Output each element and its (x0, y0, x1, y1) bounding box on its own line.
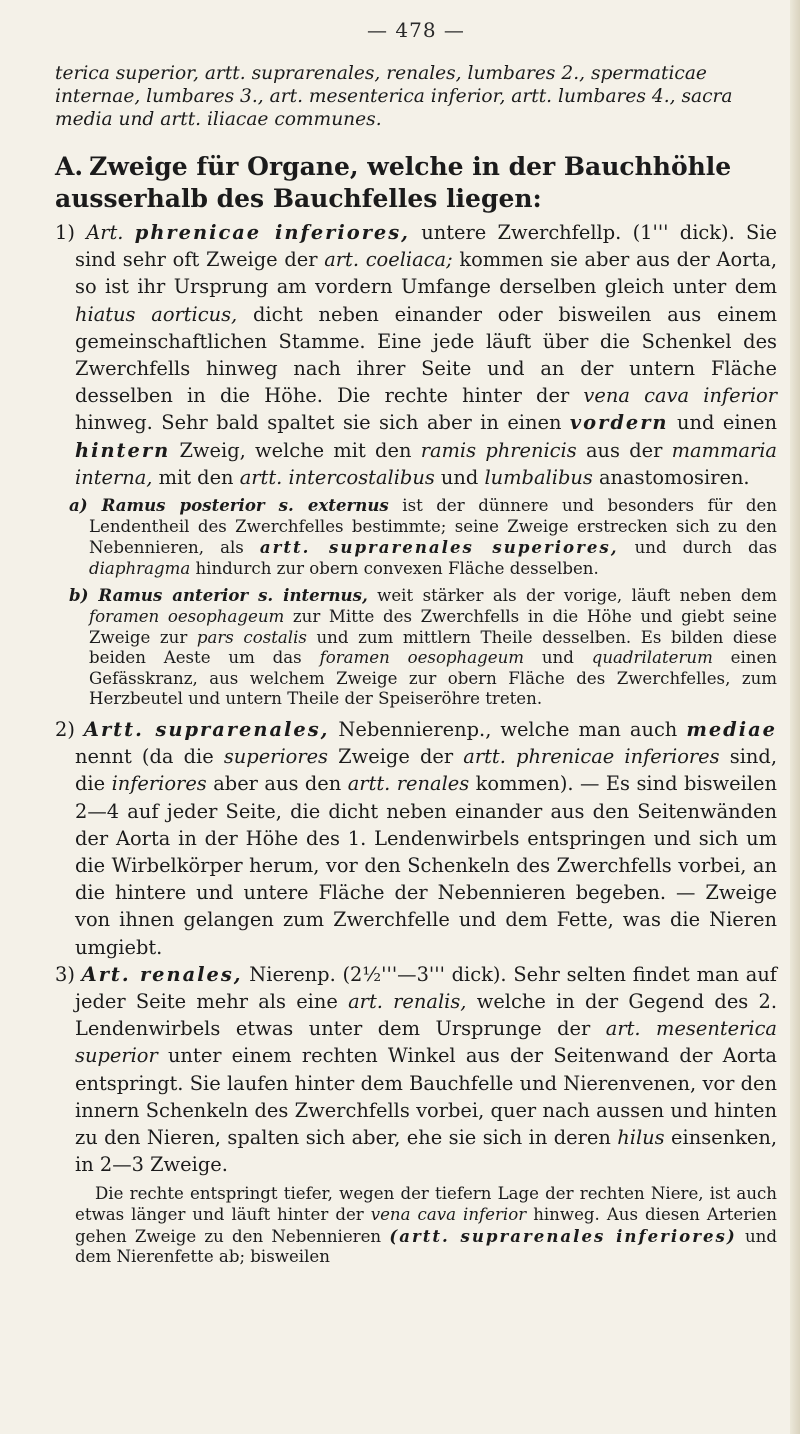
note-text: und dem Nierenfette ab; bisweilen (75, 1226, 777, 1267)
term: foramen oesophageum (319, 648, 524, 668)
term: mammaria interna, (75, 438, 777, 489)
section-heading (55, 151, 777, 215)
sub-a-label: a) Ramus posterior s. externus (69, 495, 389, 516)
sub-a-text: hindurch zur obern convexen Fläche desselben. (190, 558, 599, 578)
item-2-text: sind, die (75, 745, 777, 796)
item-3-name: Art. renales, (81, 962, 243, 986)
item-2-text: aber aus den (206, 772, 348, 796)
sub-b-text: weit stärker als der vorige, läuft neben dem (367, 586, 777, 606)
intro-paragraph: terica superior, artt. suprarenales, renales, lumbares 2., spermaticae internae, lumbares 3., art. mesenterica inferior, artt. lumbares 4., sacra media und artt. iliacae communes. (55, 63, 733, 130)
term: ramis phrenicis (420, 438, 577, 462)
term: lumbalibus (484, 465, 593, 489)
term: vena cava inferior (370, 1205, 527, 1225)
section-title: Zweige für Organe, welche in der Bauchhöhle ausserhalb des Bauchfelles liegen: (55, 152, 732, 213)
item-1-paragraph (55, 219, 777, 491)
item-2-number: 2) (55, 717, 75, 741)
note-text: hinweg. Aus diesen Arterien gehen Zweige zu den Nebennieren (75, 1205, 777, 1246)
term: art. renalis, (348, 990, 467, 1013)
item-1-label: Art. (86, 221, 124, 244)
section-letter: A. (55, 152, 84, 181)
term: artt. renales (347, 772, 470, 796)
item-1-text: aus der (576, 438, 672, 462)
term: hilus (617, 1126, 665, 1150)
sub-a-text: ist der dünnere und besonders für den Lendentheil des Zwerchfelles bestimmte; seine Zweige erstrecken sich zu den Nebennieren, als (89, 496, 777, 558)
term: pars costalis (196, 627, 307, 647)
sub-b-text: einen Gefässkranz, aus welchem Zweige zur obern Fläche des Zwerchfelles, zum Herzbeutel und untern Theile der Speiseröhre treten. (89, 648, 777, 709)
item-1-name: phrenicae inferiores, (134, 221, 410, 244)
spaced-term: artt. suprarenales superiores, (259, 537, 619, 558)
item-3-text: Nierenp. (2½'''—3''' dick). Sehr selten findet man auf jeder Seite mehr als eine (75, 962, 777, 1013)
page-edge-shadow (790, 0, 800, 1434)
item-2-text: kommen). — Es sind bisweilen 2—4 auf jeder Seite, die dicht neben einander aus den Seitenwänden der Aorta in der Höhe des 1. Lendenwirbels entspringen und sich um die Wirbelkörper herum, vor den Schenkeln des Zwerchfells vorbei, an die hintere und untere Fläche der Nebennieren begeben. — Zweige von ihnen gelangen zum Zwerchfelle und dem Fette, was die Nieren umgiebt. (75, 772, 777, 959)
item-1-text: mit den (152, 465, 240, 489)
sub-a-text: und durch das (618, 538, 777, 558)
sub-b-paragraph (55, 585, 777, 710)
term: artt. intercostalibus (239, 465, 435, 489)
term: vena cava inferior (583, 384, 777, 408)
item-1-text: hinweg. Sehr bald spaltet sie sich aber in einen (75, 411, 570, 435)
sub-b-text: und zum mittlern Theile desselben. Es bilden diese beiden Aeste um das (89, 627, 778, 668)
note-text: Die rechte entspringt tiefer, wegen der tiefern Lage der rechten Niere, ist auch etwas länger und läuft hinter der (75, 1184, 777, 1225)
item-1-text: kommen sie aber aus der Aorta, so ist ihr Ursprung am vordern Umfange derselben gleich unter dem (75, 248, 777, 299)
item-2-text: Zweige der (328, 745, 464, 769)
item-3-text: welche in der Gegend des 2. Lendenwirbels etwas unter dem Ursprunge der (75, 990, 778, 1041)
term: art. coeliaca; (324, 248, 453, 272)
page (55, 18, 777, 1268)
item-1-text: Zweig, welche mit den (170, 438, 421, 462)
term: superiores (223, 745, 329, 769)
sub-b-text: zur Mitte des Zwerchfells in die Höhe und giebt seine Zweige zur (89, 607, 778, 647)
item-1-text: untere Zwerchfellp. (1''' dick). Sie sind sehr oft Zweige der (75, 221, 778, 272)
sub-b-text: und (524, 648, 592, 668)
term: hiatus aorticus, (75, 302, 238, 326)
term: artt. phrenicae inferiores (463, 745, 720, 769)
item-3-text: einsenken, in 2—3 Zweige. (75, 1126, 778, 1177)
item-1-number: 1) (55, 221, 75, 244)
note-paragraph (75, 1184, 777, 1267)
spaced-term: hintern (75, 438, 171, 462)
item-1-text: und einen (668, 411, 777, 435)
item-1-text: anastomosiren. (592, 465, 750, 489)
term: quadrilaterum (591, 648, 713, 668)
sub-a-paragraph (55, 495, 777, 579)
item-3-text: unter einem rechten Winkel aus der Seitenwand der Aorta entspringt. Sie laufen hinter dem Bauchfelle und Nierenvenen, vor den innern Schenkeln des Zwerchfells vorbei, quer nach aussen und hinten zu den Nieren, spalten sich aber, ehe sie sich in deren (75, 1044, 777, 1150)
spaced-term: (artt. suprarenales inferiores) (389, 1225, 737, 1246)
spaced-term: vordern (569, 411, 669, 435)
item-2-paragraph (55, 716, 777, 961)
item-2-text: Nebennierenp., welche man auch (329, 717, 687, 741)
item-1-text: dicht neben einander oder bisweilen aus einem gemeinschaftlichen Stamme. Eine jede läuft über die Schenkel des Zwerchfells hinweg nach ihrer Seite und an der untern Fläche desselben in die Höhe. Die rechte hinter der (75, 302, 778, 408)
sub-b-label: b) Ramus anterior s. internus, (69, 585, 368, 606)
item-2-name: Artt. suprarenales, (83, 717, 330, 741)
term: art. mesenterica superior (75, 1017, 777, 1068)
item-2-text: nennt (da die (75, 745, 224, 769)
term: diaphragma (89, 558, 191, 578)
page-number: — 478 — (367, 18, 465, 42)
term: foramen oesophageum (89, 607, 285, 626)
item-1-text: und (434, 465, 485, 489)
spaced-term: mediae (686, 717, 777, 741)
term: inferiores (111, 772, 207, 796)
item-3-paragraph (55, 961, 777, 1179)
item-3-number: 3) (55, 962, 75, 986)
